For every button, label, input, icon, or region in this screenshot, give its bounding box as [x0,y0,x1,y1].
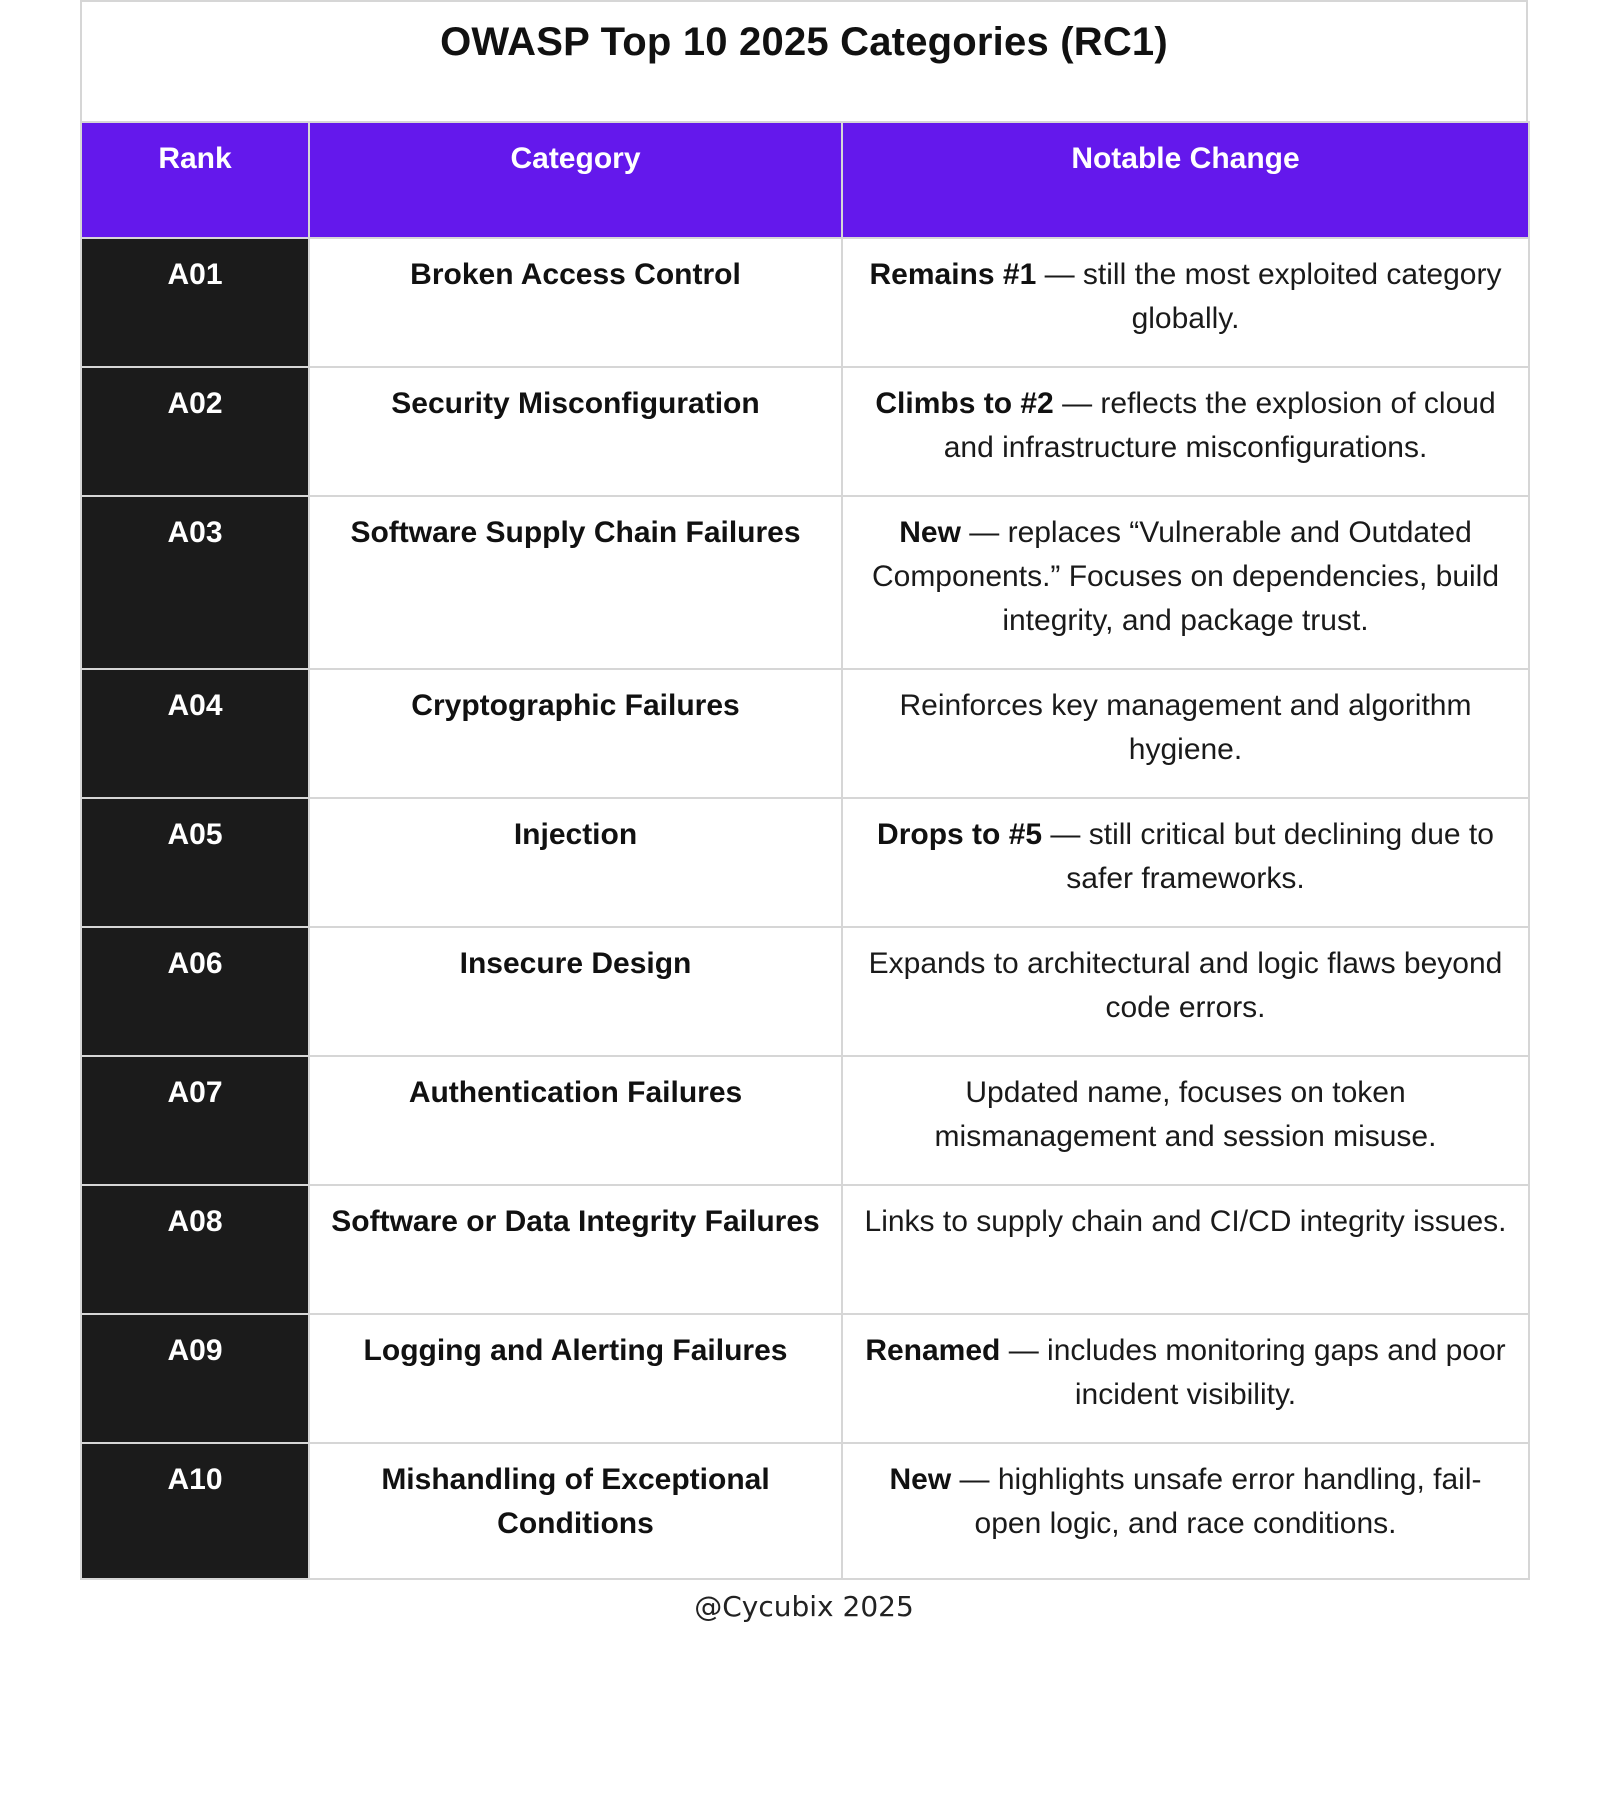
notable-change-cell [842,1185,1529,1314]
change-text: Links to supply chain and CI/CD integrity issues. [864,1205,1507,1238]
category-cell: Cryptographic Failures [309,669,842,798]
table-row [81,367,1529,496]
category-cell: Logging and Alerting Failures [309,1314,842,1443]
notable-change-cell [842,238,1529,367]
notable-change-cell [842,1443,1529,1579]
category-cell: Broken Access Control [309,238,842,367]
notable-change-cell [842,1056,1529,1185]
page-title: OWASP Top 10 2025 Categories (RC1) [440,20,1168,64]
rank-cell: A05 [81,798,309,927]
change-text: Updated name, focuses on token mismanagement and session misuse. [934,1076,1437,1153]
owasp-table-sheet [80,0,1528,1623]
table-body [81,238,1529,1579]
category-cell: Security Misconfiguration [309,367,842,496]
notable-change-cell [842,669,1529,798]
notable-change-cell [842,798,1529,927]
table-row [81,1314,1529,1443]
notable-change-cell [842,1314,1529,1443]
category-cell: Mishandling of Exceptional Conditions [309,1443,842,1579]
category-cell: Injection [309,798,842,927]
rank-cell: A04 [81,669,309,798]
category-cell: Insecure Design [309,927,842,1056]
rank-cell: A01 [81,238,309,367]
footer-credit: @Cycubix 2025 [694,1590,914,1623]
table-row [81,1185,1529,1314]
change-highlight: Climbs to #2 [875,387,1054,420]
rank-cell: A10 [81,1443,309,1579]
header-category: Category [309,122,842,238]
header-rank: Rank [81,122,309,238]
change-highlight: New [889,1463,952,1496]
change-text: Expands to architectural and logic flaws beyond code errors. [868,947,1503,1024]
table-row [81,1443,1529,1579]
header-row [81,122,1529,238]
rank-cell: A02 [81,367,309,496]
table-row [81,798,1529,927]
change-text: Reinforces key management and algorithm hygiene. [899,689,1472,766]
title-box [80,0,1528,121]
rank-cell: A07 [81,1056,309,1185]
notable-change-cell [842,367,1529,496]
categories-table [80,121,1530,1580]
change-highlight: Remains #1 [869,258,1037,291]
notable-change-cell [842,496,1529,669]
category-cell: Software or Data Integrity Failures [309,1185,842,1314]
table-header [81,122,1529,238]
table-row [81,238,1529,367]
rank-cell: A09 [81,1314,309,1443]
change-highlight: New [899,516,961,549]
rank-cell: A03 [81,496,309,669]
change-text: — reflects the explosion of cloud and infrastructure misconfigurations. [943,387,1496,464]
table-row [81,927,1529,1056]
change-text: — highlights unsafe error handling, fail-open logic, and race conditions. [951,1463,1482,1540]
change-text: — still the most exploited category globally. [1036,258,1502,335]
category-cell: Authentication Failures [309,1056,842,1185]
table-row [81,496,1529,669]
category-cell: Software Supply Chain Failures [309,496,842,669]
rank-cell: A08 [81,1185,309,1314]
change-text: — still critical but declining due to safer frameworks. [1042,818,1494,895]
change-text: — includes monitoring gaps and poor incident visibility. [1000,1334,1506,1411]
change-highlight: Drops to #5 [877,818,1043,851]
change-highlight: Renamed [865,1334,1001,1367]
rank-cell: A06 [81,927,309,1056]
table-row [81,1056,1529,1185]
change-text: — replaces “Vulnerable and Outdated Components.” Focuses on dependencies, build integrity, and package trust. [871,516,1500,637]
table-row [81,669,1529,798]
header-notable-change: Notable Change [842,122,1529,238]
notable-change-cell [842,927,1529,1056]
